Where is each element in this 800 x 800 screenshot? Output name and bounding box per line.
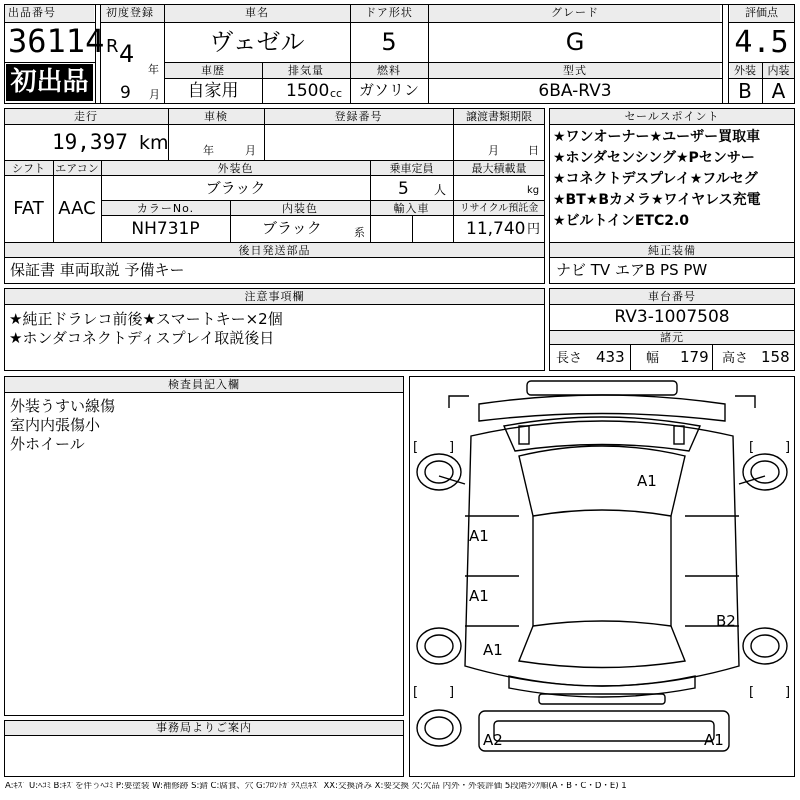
aircon-value: AAC [58,198,96,219]
displacement-unit: cc [330,87,343,100]
height-label: 高さ [722,351,749,366]
max-load-unit: kg [527,185,540,196]
door-count: 5 [381,28,397,56]
office-notice-label: 事務局よりご案内 [156,721,252,734]
mileage-unit: km [139,132,169,154]
exterior-grade: B [738,79,752,103]
inspector-label: 検査員記入欄 [168,378,240,391]
registration-month: 9 [120,83,131,103]
svg-text:[: [ [749,440,755,455]
equipment-text: ナビ TV エアB PS PW [556,261,708,279]
interior-color-label: 内装色 [282,202,318,215]
exterior-color: ブラック [205,179,266,197]
svg-text:]: ] [449,440,455,455]
damage-mark: A1 [704,731,724,749]
score-label: 評価点 [745,6,778,19]
door-type-label: ドア形状 [365,6,413,19]
svg-text:]: ] [449,685,455,700]
color-number-label: カラーNo. [136,202,195,215]
width-label: 幅 [646,351,660,366]
inspector-line: 室内内張傷小 [10,416,101,434]
lot-number: 36114 [8,22,105,60]
capacity-unit: 人 [434,183,447,197]
damage-mark: A1 [483,641,503,659]
color-number: NH731P [131,219,200,239]
mileage-label: 走行 [74,110,98,123]
displacement-label: 排気量 [288,64,324,77]
history-value: 自家用 [187,81,239,101]
exterior-color-label: 外装色 [217,162,254,175]
history-label: 車歴 [201,64,225,77]
lot-number-label: 出品番号 [8,6,56,19]
later-parts-text: 保証書 車両取説 予備キー [10,261,185,279]
notes-list [9,310,283,348]
fuel-label: 燃料 [377,64,401,77]
exterior-grade-label: 外装 [734,64,756,77]
year-unit: 年 [148,63,159,76]
first-listing-badge: 初出品 [6,64,93,101]
transfer-deadline-label: 譲渡書類期限 [466,110,532,123]
recycle-fee-label: リサイクル預託金 [459,203,539,214]
sales-points-label: セールスポイント [624,110,720,123]
import-label: 輸入車 [393,202,430,215]
car-name-label: 車名 [245,6,269,19]
capacity-value: 5 [398,179,409,199]
grade-label: グレード [551,6,599,19]
inspection-label: 車検 [204,110,228,123]
mileage-value: 19,397 [52,130,128,154]
notes-label: 注意事項欄 [244,290,305,303]
recycle-fee: 11,740 [466,219,526,239]
damage-mark: A1 [469,527,489,545]
inspector-notes [10,397,115,454]
length-label: 長さ [556,351,583,366]
aircon-label: エアコン [55,162,99,175]
model-code-label: 型式 [563,64,587,77]
svg-text:[: [ [749,685,755,700]
specs-label: 諸元 [660,331,684,344]
registration-year: 4 [119,40,135,68]
damage-mark: A1 [469,587,489,605]
month-unit: 月 [149,88,160,101]
plate-number-label: 登録番号 [334,110,383,123]
damage-mark: A1 [637,472,657,490]
inspection-year-unit: 年 [203,144,214,157]
era-letter: R [106,36,119,57]
capacity-label: 乗車定員 [389,162,434,175]
sales-point: ★BT★Bカメラ★ワイヤレス充電 [553,192,761,208]
chassis-number-label: 車台番号 [648,290,696,303]
interior-color: ブラック [262,219,322,237]
car-name: ヴェゼル [209,28,305,56]
score-value: 4.5 [734,25,789,60]
fuel-value: ガソリン [358,81,419,99]
inspector-line: 外ホイール [10,435,85,453]
interior-grade-label: 内装 [767,64,790,77]
interior-color-unit: 系 [354,226,365,239]
displacement-value: 1500 [286,81,330,101]
svg-text:]: ] [785,685,791,700]
svg-text:]: ] [785,440,791,455]
legend-text: A:ｷｽﾞ U:ﾍｺﾐ B:ｷｽﾞを伴うﾍｺﾐ P:要塗装 W:補修跡 S:錆 C:腐食、穴 G:ﾌﾛﾝﾄｶﾞﾗｽ点ｷｽﾞ XX:交換済み X:要交換 欠:欠品 内外・外装評価 5段階ﾗﾝｸ順(A・B・C・D・E) 1 [5,782,627,791]
svg-text:[: [ [413,440,419,455]
transfer-day-unit: 日 [528,144,539,157]
sales-points-list [553,127,761,232]
chassis-number: RV3-1007508 [614,307,730,327]
model-code: 6BA-RV3 [538,81,612,101]
svg-text:[: [ [413,685,419,700]
damage-mark: A2 [483,731,503,749]
later-parts-label: 後日発送部品 [238,244,311,257]
note-line: ★ホンダコネクトディスプレイ取説後日 [9,329,275,347]
length-value: 433 [596,348,625,366]
note-line: ★純正ドラレコ前後★スマートキー×2個 [9,310,283,328]
shift-label: シフト [12,162,45,175]
height-value: 158 [761,348,790,366]
damage-mark: B2 [716,612,736,630]
width-value: 179 [680,348,709,366]
transfer-month-unit: 月 [488,144,499,157]
grade-value: G [565,28,585,56]
sales-point: ★ホンダセンシング★Pセンサー [553,150,755,166]
car-body-diagram [409,376,795,777]
sales-point: ★コネクトデスプレイ★フルセグ [553,171,758,187]
shift-value: FAT [13,198,44,219]
equipment-label: 純正装備 [648,244,696,257]
first-registration-label: 初度登録 [106,6,154,19]
inspection-month-unit: 月 [245,144,256,157]
interior-grade: A [771,79,786,103]
sales-point: ★ワンオーナー★ユーザー買取車 [553,129,761,145]
sales-point: ★ビルトインETC2.0 [553,213,690,229]
yen-unit: 円 [527,222,541,237]
max-load-label: 最大積載量 [471,162,527,175]
inspector-line: 外装うすい線傷 [10,397,116,415]
